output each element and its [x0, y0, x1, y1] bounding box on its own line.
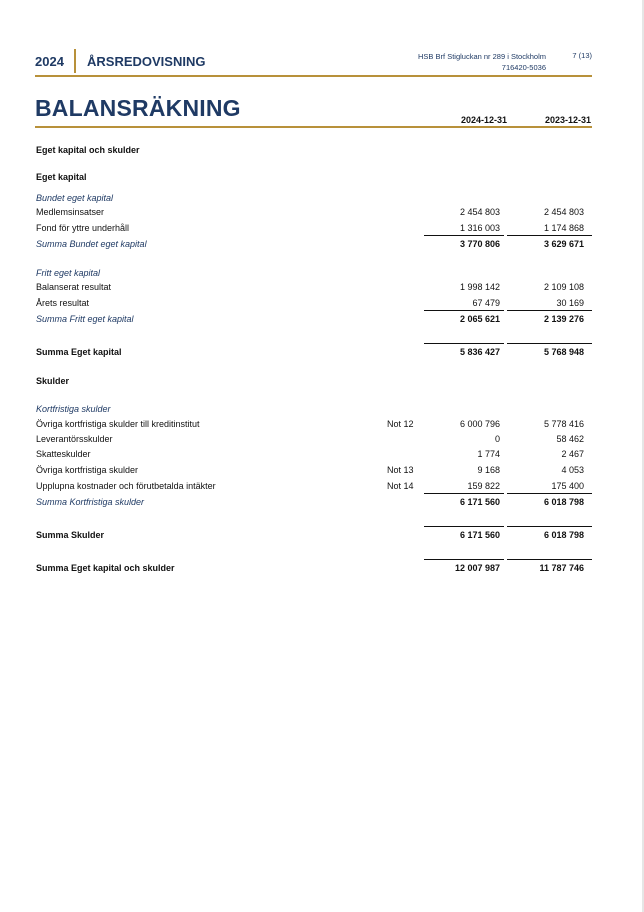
- row-value-2024: 1 998 142: [459, 282, 500, 292]
- title-rule: [35, 126, 592, 128]
- table-row: [35, 280, 592, 294]
- row-label: Fond för yttre underhåll: [36, 223, 130, 233]
- row-label: Summa Eget kapital och skulder: [36, 563, 175, 573]
- table-row: [35, 432, 592, 446]
- subsection-heading-label: Bundet eget kapital: [36, 193, 114, 203]
- row-value-2023: 6 018 798: [543, 530, 584, 540]
- row-value-2023: 5 768 948: [543, 347, 584, 357]
- sum-line: [424, 526, 504, 527]
- header-divider: [74, 49, 76, 73]
- header-rule: [35, 75, 592, 77]
- total-row: [35, 528, 592, 542]
- header-org-number: 716420-5036: [501, 63, 546, 72]
- subsection-heading: [35, 266, 592, 280]
- table-row: [35, 205, 592, 219]
- subsection-heading-label: Fritt eget kapital: [36, 268, 101, 278]
- sum-line: [424, 235, 504, 236]
- row-label: Leverantörsskulder: [36, 434, 113, 444]
- row-value-2023: 2 467: [561, 449, 584, 459]
- row-value-2024: 2 454 803: [459, 207, 500, 217]
- page-header: [35, 49, 592, 75]
- row-value-2023: 2 454 803: [543, 207, 584, 217]
- row-value-2023: 175 400: [551, 481, 584, 491]
- header-title: ÅRSREDOVISNING: [87, 54, 206, 69]
- section-heading-label: Skulder: [36, 376, 70, 386]
- table-row: [35, 417, 592, 431]
- row-value-2024: 12 007 987: [454, 563, 500, 573]
- section-heading-label: Eget kapital och skulder: [36, 145, 140, 155]
- header-year: 2024: [35, 54, 64, 69]
- row-label: Årets resultat: [36, 298, 90, 308]
- row-label: Summa Skulder: [36, 530, 105, 540]
- row-label: Övriga kortfristiga skulder: [36, 465, 139, 475]
- row-value-2024: 9 168: [477, 465, 500, 475]
- header-organization: [326, 51, 546, 73]
- table-row: [35, 463, 592, 477]
- row-label: Summa Fritt eget kapital: [36, 314, 134, 324]
- section-heading: [35, 374, 592, 388]
- grand-total-row: [35, 561, 592, 575]
- row-note: Not 13: [387, 465, 414, 475]
- header-page-number: 7 (13): [572, 51, 592, 60]
- sum-line: [507, 343, 592, 344]
- row-value-2023: 5 778 416: [543, 419, 584, 429]
- column-header-2023: 2023-12-31: [544, 115, 591, 125]
- row-value-2024: 1 316 003: [459, 223, 500, 233]
- row-value-2023: 3 629 671: [543, 239, 584, 249]
- header-org-name: HSB Brf Stigluckan nr 289 i Stockholm: [418, 52, 546, 61]
- total-row: [35, 345, 592, 359]
- table-row: [35, 479, 592, 493]
- row-value-2024: 1 774: [477, 449, 500, 459]
- row-value-2023: 58 462: [556, 434, 584, 444]
- section-heading: [35, 170, 592, 184]
- row-value-2024: 3 770 806: [459, 239, 500, 249]
- row-value-2024: 6 171 560: [459, 530, 500, 540]
- row-value-2024: 5 836 427: [459, 347, 500, 357]
- row-note: Not 14: [387, 481, 414, 491]
- page-title: BALANSRÄKNING: [35, 95, 241, 121]
- row-value-2024: 67 479: [472, 298, 500, 308]
- row-label: Övriga kortfristiga skulder till kreditinstitut: [36, 419, 200, 429]
- sum-line: [424, 559, 504, 560]
- row-value-2023: 6 018 798: [543, 497, 584, 507]
- sum-line: [507, 310, 592, 311]
- row-note: Not 12: [387, 419, 414, 429]
- table-row: [35, 447, 592, 461]
- row-label: Summa Eget kapital: [36, 347, 122, 357]
- subsection-heading: [35, 402, 592, 416]
- sum-row: [35, 312, 592, 326]
- sum-line: [507, 526, 592, 527]
- row-value-2023: 4 053: [561, 465, 584, 475]
- row-label: Upplupna kostnader och förutbetalda intäkter: [36, 481, 216, 491]
- row-label: Balanserat resultat: [36, 282, 112, 292]
- row-value-2024: 6 000 796: [459, 419, 500, 429]
- row-value-2023: 30 169: [556, 298, 584, 308]
- sum-row: [35, 237, 592, 251]
- section-heading: [35, 143, 592, 157]
- row-label: Skatteskulder: [36, 449, 91, 459]
- row-value-2023: 2 109 108: [543, 282, 584, 292]
- row-value-2023: 11 787 746: [539, 563, 584, 573]
- column-header-2024: 2024-12-31: [460, 115, 507, 125]
- sum-line: [507, 559, 592, 560]
- sum-line: [507, 235, 592, 236]
- sum-line: [424, 493, 504, 494]
- sum-line: [424, 343, 504, 344]
- table-row: [35, 296, 592, 310]
- row-value-2023: 1 174 868: [543, 223, 584, 233]
- row-label: Summa Kortfristiga skulder: [36, 497, 145, 507]
- subsection-heading-label: Kortfristiga skulder: [36, 404, 111, 414]
- row-value-2024: 2 065 621: [459, 314, 500, 324]
- row-label: Medlemsinsatser: [36, 207, 105, 217]
- sum-line: [507, 493, 592, 494]
- section-heading-label: Eget kapital: [36, 172, 87, 182]
- row-value-2024: 0: [494, 434, 500, 444]
- subsection-heading: [35, 191, 592, 205]
- row-label: Summa Bundet eget kapital: [36, 239, 147, 249]
- row-value-2024: 6 171 560: [459, 497, 500, 507]
- row-value-2024: 159 822: [467, 481, 500, 491]
- sum-row: [35, 495, 592, 509]
- sum-line: [424, 310, 504, 311]
- row-value-2023: 2 139 276: [543, 314, 584, 324]
- table-row: [35, 221, 592, 235]
